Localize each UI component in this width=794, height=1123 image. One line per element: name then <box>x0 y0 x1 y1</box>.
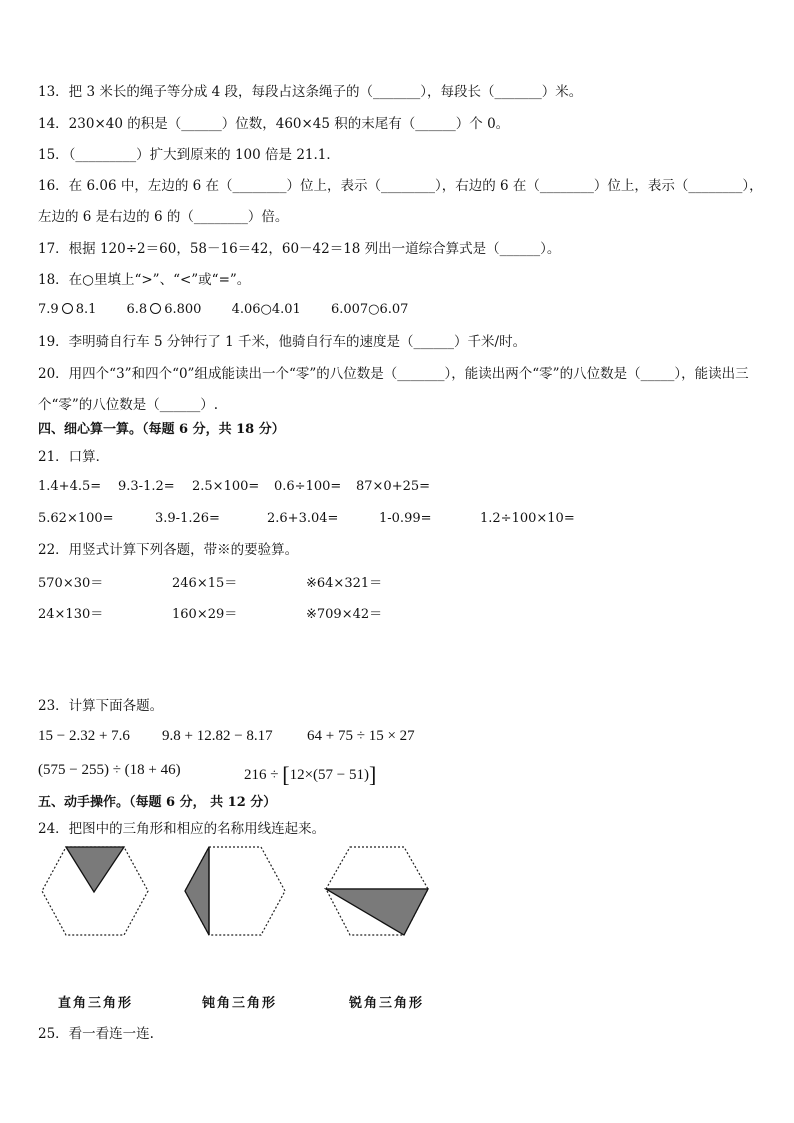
q16-line1: 16．在 6.06 中，左边的 6 在（________）位上，表示（________），右边的 6 在（________）位上，表示（________）， <box>38 178 763 194</box>
q16-line2: 左边的 6 是右边的 6 的（________）倍。 <box>38 209 289 225</box>
q22-item: 246×15＝ <box>172 576 238 591</box>
q21-item: 9.3-1.2= <box>118 479 175 494</box>
q18-item-2 <box>127 302 206 317</box>
blank-circle-icon[interactable] <box>62 303 73 314</box>
q25: 25．看一看连一连. <box>38 1026 154 1042</box>
q23-expr: 15 − 2.32 + 7.6 <box>38 728 130 744</box>
q18-item-1-left: 7.9 <box>38 302 59 317</box>
q18-item-3: 4.06○4.01 <box>231 302 301 317</box>
q18-item-1 <box>38 302 101 317</box>
q15: 15．（_________）扩大到原来的 100 倍是 21.1． <box>38 147 340 163</box>
q18-item-2-right: 6.800 <box>164 302 202 317</box>
q18: 18．在○里填上“>”、“<”或“=”。 <box>38 272 251 288</box>
section-5-heading: 五、动手操作。（每题 6 分， 共 12 分） <box>38 795 277 810</box>
q23-expr: (575 − 255) ÷ (18 + 46) <box>38 762 181 778</box>
hexagon-figure-2 <box>183 843 287 941</box>
q22: 22．用竖式计算下列各题，带※的要验算。 <box>38 542 299 558</box>
q22-item: ※64×321＝ <box>306 576 383 591</box>
hexagon-figure-3 <box>324 843 430 941</box>
label-obtuse-triangle[interactable]: 钝角三角形 <box>202 996 278 1011</box>
q22-item: 160×29＝ <box>172 607 238 622</box>
hexagon-figure-1 <box>40 843 150 941</box>
blank-circle-icon[interactable] <box>150 303 161 314</box>
q21-item: 1.4+4.5= <box>38 479 102 494</box>
q23: 23．计算下面各题。 <box>38 698 164 714</box>
q14: 14．230×40 的积是（______）位数，460×45 积的末尾有（______）个 0。 <box>38 116 510 132</box>
q20-line2: 个“零”的八位数是（______）. <box>38 397 219 413</box>
right-bracket-icon: ] <box>368 762 377 787</box>
q22-item: 24×130＝ <box>38 607 104 622</box>
q21: 21．口算． <box>38 449 110 465</box>
q23-expr: 9.8 + 12.82 − 8.17 <box>162 728 273 744</box>
q18-item-4: 6.007○6.07 <box>330 302 409 317</box>
q18-item-1-right: 8.1 <box>75 302 97 317</box>
q17: 17．根据 120÷2＝60，58－16＝42，60－42＝18 列出一道综合算式是（______）。 <box>38 241 561 257</box>
q20-line1: 20．用四个“3”和四个“0”组成能读出一个“零”的八位数是（_______），能读出两个“零”的八位数是（_____），能读出三 <box>38 366 749 382</box>
q21-item: 2.6+3.04= <box>267 511 339 526</box>
q21-item: 2.5×100= <box>192 479 260 494</box>
q21-item: 3.9-1.26= <box>155 511 220 526</box>
q23-expr <box>244 762 376 788</box>
section-4-heading: 四、细心算一算。（每题 6 分，共 18 分） <box>38 422 285 437</box>
q18-row <box>38 302 408 317</box>
shaded-triangle <box>185 847 209 935</box>
q23-expr-inner: 12×(57 − 51) <box>289 767 369 783</box>
q21-item: 1-0.99= <box>379 511 432 526</box>
q21-item: 1.2÷100×10= <box>480 511 575 526</box>
shaded-triangle <box>66 847 124 892</box>
q18-item-2-left: 6.8 <box>126 302 148 317</box>
q23-expr-prefix: 216 ÷ <box>244 767 283 783</box>
q21-item: 87×0+25= <box>356 479 431 494</box>
q22-item: 570×30＝ <box>38 576 104 591</box>
q21-item: 0.6÷100= <box>274 479 342 494</box>
label-right-triangle[interactable]: 直角三角形 <box>58 996 134 1011</box>
left-bracket-icon: [ <box>282 762 290 787</box>
q23-expr: 64 + 75 ÷ 15 × 27 <box>307 728 415 744</box>
q24: 24．把图中的三角形和相应的名称用线连起来。 <box>38 821 326 837</box>
label-acute-triangle[interactable]: 锐角三角形 <box>349 996 425 1011</box>
q13: 13．把 3 米长的绳子等分成 4 段，每段占这条绳子的（_______），每段长（_______）米。 <box>38 84 583 100</box>
q22-item: ※709×42＝ <box>306 607 383 622</box>
shaded-triangle <box>326 889 428 935</box>
q19: 19．李明骑自行车 5 分钟行了 1 千米，他骑自行车的速度是（______）千米/时。 <box>38 334 527 350</box>
q21-item: 5.62×100= <box>38 511 114 526</box>
